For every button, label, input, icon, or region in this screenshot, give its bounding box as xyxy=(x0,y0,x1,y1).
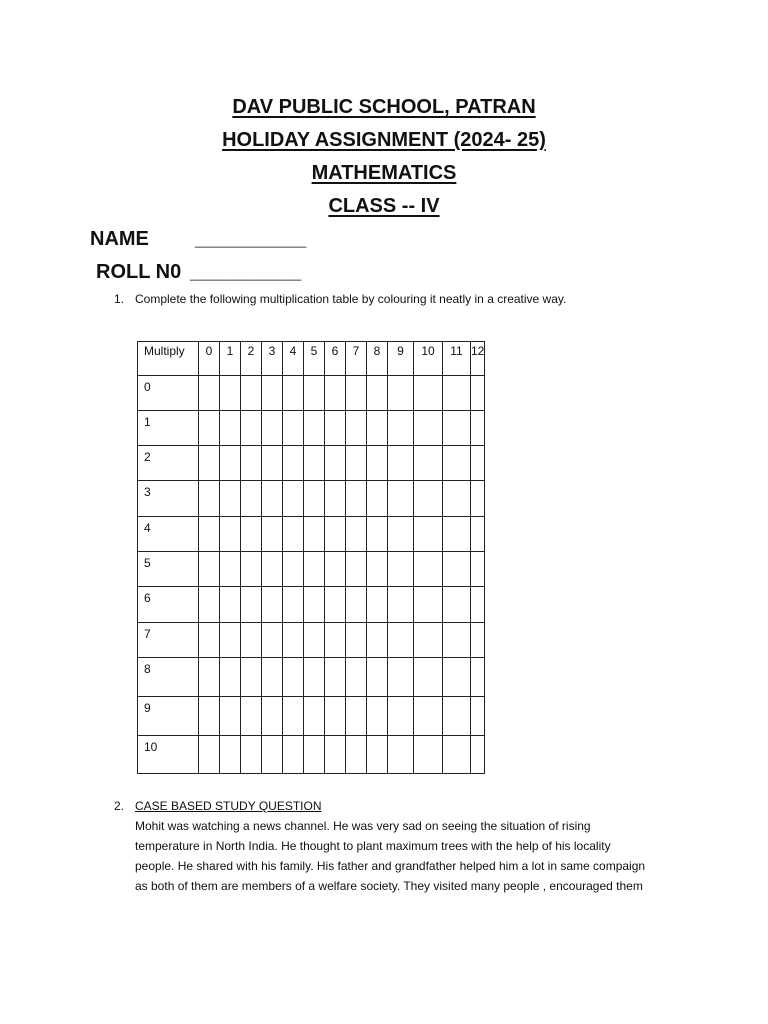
answer-cell[interactable] xyxy=(325,658,346,697)
answer-cell[interactable] xyxy=(346,411,367,446)
column-header-cell xyxy=(388,342,414,376)
answer-cell[interactable] xyxy=(388,623,414,658)
answer-cell[interactable] xyxy=(443,623,471,658)
answer-cell[interactable] xyxy=(283,411,304,446)
answer-cell[interactable] xyxy=(241,587,262,623)
answer-cell[interactable] xyxy=(443,376,471,411)
answer-cell[interactable] xyxy=(241,517,262,552)
column-header-cell-label: 1 xyxy=(226,344,234,358)
column-header-cell xyxy=(471,342,485,376)
answer-cell[interactable] xyxy=(471,376,485,411)
answer-cell[interactable] xyxy=(262,411,283,446)
column-header-cell-label: 2 xyxy=(247,344,255,358)
answer-cell[interactable] xyxy=(471,446,485,481)
answer-cell[interactable] xyxy=(220,517,241,552)
answer-cell[interactable] xyxy=(388,552,414,587)
row-header-cell xyxy=(138,587,199,623)
answer-cell[interactable] xyxy=(325,376,346,411)
answer-cell[interactable] xyxy=(388,411,414,446)
answer-cell[interactable] xyxy=(388,446,414,481)
answer-cell[interactable] xyxy=(283,658,304,697)
row-header-cell-label: 7 xyxy=(144,627,151,641)
column-header-cell xyxy=(220,342,241,376)
question-2-title: CASE BASED STUDY QUESTION xyxy=(135,799,322,813)
table-row xyxy=(138,411,485,446)
answer-cell[interactable] xyxy=(220,552,241,587)
table-corner-cell-label: Multiply xyxy=(144,344,185,358)
answer-cell[interactable] xyxy=(367,587,388,623)
answer-cell[interactable] xyxy=(241,736,262,774)
answer-cell[interactable] xyxy=(443,481,471,517)
answer-cell[interactable] xyxy=(220,411,241,446)
column-header-cell xyxy=(414,342,443,376)
answer-cell[interactable] xyxy=(220,736,241,774)
answer-cell[interactable] xyxy=(388,587,414,623)
answer-cell[interactable] xyxy=(325,481,346,517)
answer-cell[interactable] xyxy=(262,736,283,774)
answer-cell[interactable] xyxy=(325,411,346,446)
answer-cell[interactable] xyxy=(304,623,325,658)
column-header-cell-label: 0 xyxy=(205,344,213,358)
column-header-cell-label: 11 xyxy=(450,344,463,358)
column-header-cell-label: 3 xyxy=(268,344,276,358)
answer-cell[interactable] xyxy=(414,446,443,481)
row-header-cell-label: 4 xyxy=(144,521,151,535)
answer-cell[interactable] xyxy=(367,736,388,774)
table-row xyxy=(138,446,485,481)
answer-cell[interactable] xyxy=(304,517,325,552)
answer-cell[interactable] xyxy=(220,376,241,411)
column-header-cell xyxy=(367,342,388,376)
answer-cell[interactable] xyxy=(199,587,220,623)
row-header-cell xyxy=(138,481,199,517)
table-header-row xyxy=(138,342,485,376)
row-header-cell-label: 9 xyxy=(144,701,151,715)
answer-cell[interactable] xyxy=(241,411,262,446)
answer-cell[interactable] xyxy=(199,552,220,587)
row-header-cell-label: 2 xyxy=(144,450,151,464)
answer-cell[interactable] xyxy=(304,376,325,411)
answer-cell[interactable] xyxy=(367,481,388,517)
answer-cell[interactable] xyxy=(443,736,471,774)
answer-cell[interactable] xyxy=(325,587,346,623)
name-blank-line: __________ xyxy=(195,228,307,250)
row-header-cell-label: 6 xyxy=(144,591,151,605)
answer-cell[interactable] xyxy=(262,697,283,736)
answer-cell[interactable] xyxy=(304,736,325,774)
answer-cell[interactable] xyxy=(388,697,414,736)
answer-cell[interactable] xyxy=(220,658,241,697)
answer-cell[interactable] xyxy=(367,517,388,552)
answer-cell[interactable] xyxy=(388,658,414,697)
answer-cell[interactable] xyxy=(262,658,283,697)
question-2-number: 2. xyxy=(114,799,125,813)
answer-cell[interactable] xyxy=(443,552,471,587)
answer-cell[interactable] xyxy=(414,658,443,697)
row-header-cell-label: 3 xyxy=(144,485,151,499)
row-header-cell xyxy=(138,697,199,736)
answer-cell[interactable] xyxy=(443,587,471,623)
answer-cell[interactable] xyxy=(346,587,367,623)
answer-cell[interactable] xyxy=(346,697,367,736)
answer-cell[interactable] xyxy=(414,623,443,658)
answer-cell[interactable] xyxy=(414,697,443,736)
column-header-cell-label: 12 xyxy=(471,344,485,358)
answer-cell[interactable] xyxy=(346,517,367,552)
answer-cell[interactable] xyxy=(199,736,220,774)
answer-cell[interactable] xyxy=(414,552,443,587)
answer-cell[interactable] xyxy=(199,481,220,517)
answer-cell[interactable] xyxy=(367,446,388,481)
column-header-cell-label: 9 xyxy=(397,344,404,358)
answer-cell[interactable] xyxy=(325,736,346,774)
answer-cell[interactable] xyxy=(367,411,388,446)
column-header-cell xyxy=(241,342,262,376)
answer-cell[interactable] xyxy=(388,517,414,552)
case-study-line: Mohit was watching a news channel. He was very sad on seeing the situation of rising xyxy=(135,819,591,833)
answer-cell[interactable] xyxy=(471,481,485,517)
table-row xyxy=(138,517,485,552)
answer-cell[interactable] xyxy=(471,411,485,446)
answer-cell[interactable] xyxy=(346,376,367,411)
answer-cell[interactable] xyxy=(262,517,283,552)
column-header-cell xyxy=(443,342,471,376)
answer-cell[interactable] xyxy=(262,587,283,623)
answer-cell[interactable] xyxy=(304,481,325,517)
answer-cell[interactable] xyxy=(199,697,220,736)
answer-cell[interactable] xyxy=(199,658,220,697)
column-header-cell-label: 7 xyxy=(352,344,360,358)
answer-cell[interactable] xyxy=(325,623,346,658)
answer-cell[interactable] xyxy=(367,623,388,658)
table-row xyxy=(138,623,485,658)
answer-cell[interactable] xyxy=(367,376,388,411)
answer-cell[interactable] xyxy=(241,552,262,587)
answer-cell[interactable] xyxy=(414,736,443,774)
answer-cell[interactable] xyxy=(262,481,283,517)
answer-cell[interactable] xyxy=(283,623,304,658)
answer-cell[interactable] xyxy=(346,658,367,697)
case-study-line: temperature in North India. He thought to plant maximum trees with the help of his locality xyxy=(135,839,611,853)
answer-cell[interactable] xyxy=(283,517,304,552)
answer-cell[interactable] xyxy=(199,411,220,446)
answer-cell[interactable] xyxy=(220,481,241,517)
answer-cell[interactable] xyxy=(367,552,388,587)
table-row xyxy=(138,552,485,587)
answer-cell[interactable] xyxy=(241,481,262,517)
row-header-cell xyxy=(138,376,199,411)
column-header-cell xyxy=(262,342,283,376)
answer-cell[interactable] xyxy=(262,446,283,481)
answer-cell[interactable] xyxy=(443,517,471,552)
answer-cell[interactable] xyxy=(241,376,262,411)
answer-cell[interactable] xyxy=(283,697,304,736)
answer-cell[interactable] xyxy=(471,552,485,587)
column-header-cell-label: 5 xyxy=(310,344,318,358)
table-row xyxy=(138,736,485,774)
answer-cell[interactable] xyxy=(414,481,443,517)
answer-cell[interactable] xyxy=(471,736,485,774)
answer-cell[interactable] xyxy=(414,376,443,411)
answer-cell[interactable] xyxy=(241,658,262,697)
answer-cell[interactable] xyxy=(471,658,485,697)
answer-cell[interactable] xyxy=(283,552,304,587)
answer-cell[interactable] xyxy=(220,446,241,481)
row-header-cell xyxy=(138,658,199,697)
column-header-cell xyxy=(304,342,325,376)
answer-cell[interactable] xyxy=(325,517,346,552)
column-header-cell-label: 10 xyxy=(421,344,435,358)
answer-cell[interactable] xyxy=(241,623,262,658)
answer-cell[interactable] xyxy=(283,481,304,517)
table-corner-cell xyxy=(138,342,199,376)
answer-cell[interactable] xyxy=(283,376,304,411)
answer-cell[interactable] xyxy=(325,552,346,587)
answer-cell[interactable] xyxy=(471,623,485,658)
answer-cell[interactable] xyxy=(241,697,262,736)
answer-cell[interactable] xyxy=(443,446,471,481)
table-row xyxy=(138,481,485,517)
row-header-cell-label: 8 xyxy=(144,662,151,676)
roll-number-blank-line: __________ xyxy=(190,261,302,283)
row-header-cell-label: 5 xyxy=(144,556,151,570)
subject-heading: MATHEMATICS xyxy=(311,162,457,184)
roll-number-label: ROLL N0 xyxy=(96,261,182,283)
row-header-cell xyxy=(138,517,199,552)
answer-cell[interactable] xyxy=(220,587,241,623)
answer-cell[interactable] xyxy=(262,552,283,587)
assignment-title-heading: HOLIDAY ASSIGNMENT (2024- 25) xyxy=(222,129,546,151)
column-header-cell xyxy=(325,342,346,376)
name-label: NAME xyxy=(90,228,149,250)
answer-cell[interactable] xyxy=(388,481,414,517)
answer-cell[interactable] xyxy=(346,736,367,774)
case-study-line: as both of them are members of a welfare society. They visited many people , encouraged them xyxy=(135,879,643,893)
answer-cell[interactable] xyxy=(443,658,471,697)
table-row xyxy=(138,697,485,736)
answer-cell[interactable] xyxy=(241,446,262,481)
answer-cell[interactable] xyxy=(199,517,220,552)
answer-cell[interactable] xyxy=(346,481,367,517)
answer-cell[interactable] xyxy=(304,552,325,587)
answer-cell[interactable] xyxy=(388,376,414,411)
answer-cell[interactable] xyxy=(414,587,443,623)
answer-cell[interactable] xyxy=(325,446,346,481)
table-row xyxy=(138,587,485,623)
answer-cell[interactable] xyxy=(262,623,283,658)
multiplication-table xyxy=(137,341,485,774)
answer-cell[interactable] xyxy=(283,736,304,774)
class-heading: CLASS -- IV xyxy=(328,195,440,217)
column-header-cell xyxy=(199,342,220,376)
answer-cell[interactable] xyxy=(414,411,443,446)
answer-cell[interactable] xyxy=(471,697,485,736)
answer-cell[interactable] xyxy=(283,587,304,623)
row-header-cell xyxy=(138,736,199,774)
row-header-cell xyxy=(138,623,199,658)
row-header-cell xyxy=(138,411,199,446)
answer-cell[interactable] xyxy=(388,736,414,774)
answer-cell[interactable] xyxy=(443,411,471,446)
answer-cell[interactable] xyxy=(262,376,283,411)
answer-cell[interactable] xyxy=(346,446,367,481)
column-header-cell xyxy=(346,342,367,376)
answer-cell[interactable] xyxy=(346,623,367,658)
case-study-line: people. He shared with his family. His father and grandfather helped him a lot in same compaign xyxy=(135,859,646,873)
answer-cell[interactable] xyxy=(199,376,220,411)
answer-cell[interactable] xyxy=(304,587,325,623)
table-row xyxy=(138,376,485,411)
answer-cell[interactable] xyxy=(304,658,325,697)
column-header-cell-label: 8 xyxy=(373,344,381,358)
column-header-cell-label: 6 xyxy=(331,344,339,358)
row-header-cell-label: 10 xyxy=(144,740,158,754)
answer-cell[interactable] xyxy=(304,411,325,446)
school-name-heading: DAV PUBLIC SCHOOL, PATRAN xyxy=(232,96,536,118)
answer-cell[interactable] xyxy=(304,446,325,481)
answer-cell[interactable] xyxy=(414,517,443,552)
answer-cell[interactable] xyxy=(199,623,220,658)
answer-cell[interactable] xyxy=(220,623,241,658)
answer-cell[interactable] xyxy=(283,446,304,481)
column-header-cell xyxy=(283,342,304,376)
question-1-number: 1. xyxy=(114,292,125,306)
answer-cell[interactable] xyxy=(471,587,485,623)
answer-cell[interactable] xyxy=(220,697,241,736)
row-header-cell xyxy=(138,446,199,481)
question-1-text: Complete the following multiplication table by colouring it neatly in a creative way. xyxy=(135,292,567,306)
answer-cell[interactable] xyxy=(367,697,388,736)
answer-cell[interactable] xyxy=(346,552,367,587)
answer-cell[interactable] xyxy=(304,697,325,736)
answer-cell[interactable] xyxy=(199,446,220,481)
table-row xyxy=(138,658,485,697)
row-header-cell xyxy=(138,552,199,587)
answer-cell[interactable] xyxy=(471,517,485,552)
column-header-cell-label: 4 xyxy=(289,344,297,358)
answer-cell[interactable] xyxy=(443,697,471,736)
row-header-cell-label: 1 xyxy=(144,415,151,429)
row-header-cell-label: 0 xyxy=(144,380,151,394)
answer-cell[interactable] xyxy=(325,697,346,736)
answer-cell[interactable] xyxy=(367,658,388,697)
